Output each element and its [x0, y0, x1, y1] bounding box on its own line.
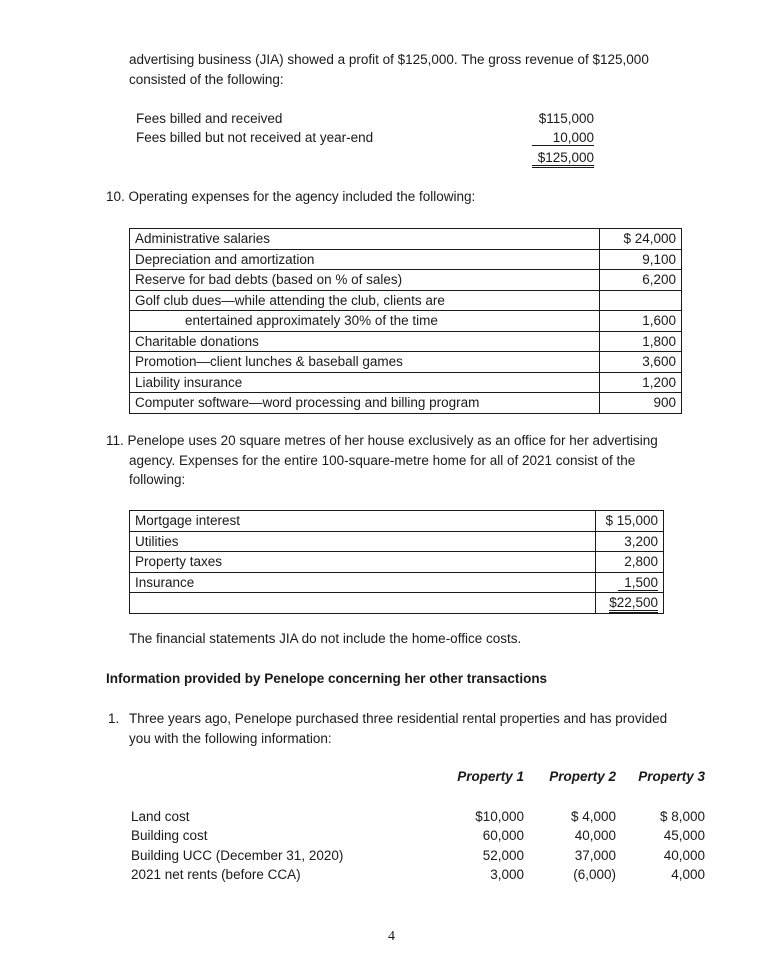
fees-amount-2: 10,000 [532, 130, 594, 146]
property-2-value: 40,000 [574, 828, 616, 843]
expense-amount: 3,600 [600, 352, 682, 373]
expense-amount: 1,200 [600, 372, 682, 393]
table-row [130, 511, 664, 532]
intro-line-1: advertising business (JIA) showed a profit of $125,000. The gross revenue of $125,000 [129, 52, 649, 67]
property-1-header: Property 1 [457, 769, 524, 784]
property-row-label: 2021 net rents (before CCA) [131, 867, 301, 882]
expense-amount: 1,600 [600, 311, 682, 332]
expense-label: Liability insurance [130, 372, 600, 393]
table-row [130, 531, 664, 552]
home-expense-amount: $ 15,000 [596, 511, 664, 532]
table-row [130, 311, 682, 332]
expense-amount [600, 290, 682, 311]
table-row [130, 593, 664, 614]
operating-expenses-table [129, 228, 682, 414]
expense-amount: 1,800 [600, 331, 682, 352]
table-row [130, 270, 682, 291]
property-3-value: 40,000 [663, 848, 705, 863]
table-row [130, 372, 682, 393]
property-3-value: 45,000 [663, 828, 705, 843]
property-3-value: $ 8,000 [659, 809, 705, 824]
fees-label-2: Fees billed but not received at year-end [136, 130, 374, 145]
property-2-value: (6,000) [573, 867, 616, 882]
item11-line-1: 11. Penelope uses 20 square metres of her house exclusively as an office for her advertising [106, 433, 658, 448]
property-2-value: 37,000 [574, 848, 616, 863]
home-office-note: The financial statements JIA do not include the home-office costs. [129, 631, 522, 646]
expense-label: Computer software—word processing and billing program [130, 393, 600, 414]
expense-label: Depreciation and amortization [130, 249, 600, 270]
property-1-value: 3,000 [490, 867, 524, 882]
section-heading: Information provided by Penelope concerning her other transactions [106, 671, 548, 686]
table-row [130, 552, 664, 573]
property-row-label: Building UCC (December 31, 2020) [131, 848, 344, 863]
intro-line-2: consisted of the following: [129, 72, 284, 87]
property-2-value: $ 4,000 [570, 809, 616, 824]
expense-label: Charitable donations [130, 331, 600, 352]
home-expense-label: Mortgage interest [130, 511, 596, 532]
fees-total: $125,000 [532, 150, 594, 168]
property-3-header: Property 3 [638, 769, 705, 784]
home-expense-amount: 2,800 [596, 552, 664, 573]
property-1-value: $10,000 [475, 809, 524, 824]
property-2-header: Property 2 [549, 769, 616, 784]
item11-line-2: agency. Expenses for the entire 100-square-metre home for all of 2021 consist of the [129, 453, 636, 468]
home-expenses-table [129, 510, 664, 614]
home-expense-amount: 1,500 [618, 575, 658, 591]
home-expense-total: $22,500 [609, 595, 658, 613]
expense-amount: 9,100 [600, 249, 682, 270]
page-number: 4 [388, 929, 395, 944]
expense-label: entertained approximately 30% of the time [130, 311, 600, 332]
home-expense-label: Property taxes [130, 552, 596, 573]
expense-label: Administrative salaries [130, 229, 600, 250]
fees-amount-1: $115,000 [538, 111, 594, 126]
table-row [130, 229, 682, 250]
table-row [130, 393, 682, 414]
item1-line-1: Three years ago, Penelope purchased three residential rental properties and has provided [129, 711, 668, 726]
expense-label: Reserve for bad debts (based on % of sales) [130, 270, 600, 291]
property-row-label: Land cost [131, 809, 190, 824]
table-row [130, 352, 682, 373]
expense-amount: $ 24,000 [600, 229, 682, 250]
table-row [130, 290, 682, 311]
expense-label: Golf club dues—while attending the club, clients are [130, 290, 600, 311]
table-row [130, 572, 664, 593]
item1-number: 1. [108, 711, 120, 726]
property-row-label: Building cost [131, 828, 208, 843]
table-row [130, 249, 682, 270]
item1-line-2: you with the following information: [129, 731, 332, 746]
home-expense-label: Insurance [130, 572, 596, 593]
fees-label-1: Fees billed and received [136, 111, 283, 126]
item10-heading: 10. Operating expenses for the agency included the following: [106, 189, 476, 204]
expense-label: Promotion—client lunches & baseball games [130, 352, 600, 373]
property-1-value: 60,000 [482, 828, 524, 843]
property-1-value: 52,000 [482, 848, 524, 863]
home-expense-amount: 3,200 [596, 531, 664, 552]
table-row [130, 331, 682, 352]
item11-line-3: following: [129, 472, 186, 487]
home-expense-label: Utilities [130, 531, 596, 552]
expense-amount: 6,200 [600, 270, 682, 291]
property-3-value: 4,000 [671, 867, 705, 882]
expense-amount: 900 [600, 393, 682, 414]
